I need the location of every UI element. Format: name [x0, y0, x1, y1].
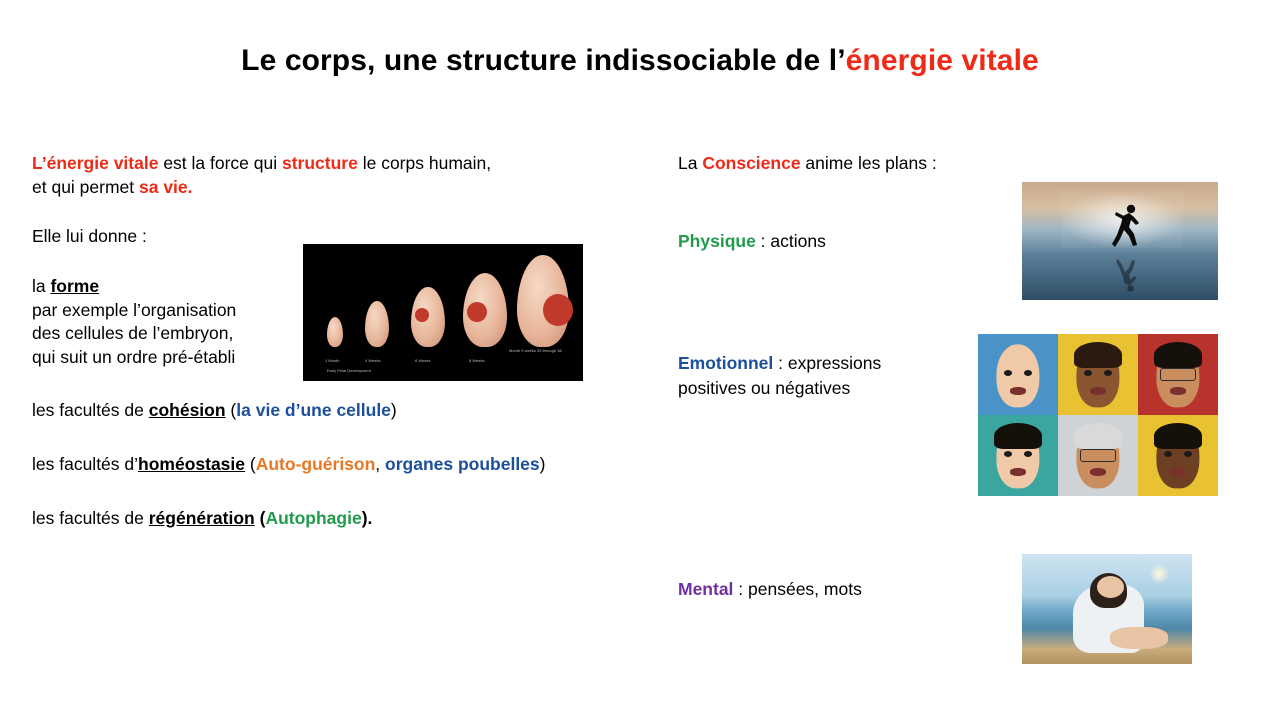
paragraph-organisation: par exemple l’organisation	[32, 299, 237, 320]
text-close-paren: )	[390, 400, 397, 421]
text-structure: structure	[282, 153, 358, 173]
text-emotionnel-desc-2: positives ou négatives	[678, 377, 851, 398]
text-energie-vitale: L’énergie vitale	[32, 153, 159, 173]
spacer	[32, 477, 632, 507]
title-prefix: Le corps, une structure indissociable de l’	[241, 44, 846, 77]
embryo-stage-1	[327, 317, 343, 347]
face-eye-right	[1104, 370, 1112, 376]
face-baby-surprised	[978, 334, 1058, 415]
text-est-la-force-qui: est la force qui	[158, 153, 282, 173]
face-man-shocked	[1138, 334, 1218, 415]
text-le-corps-humain: le corps humain,	[357, 153, 492, 173]
figure-head	[1097, 576, 1124, 598]
embryo-placenta-3	[543, 294, 573, 326]
face-hair	[1074, 342, 1122, 368]
sun-icon	[1150, 565, 1168, 583]
woman-by-lake-image	[1022, 554, 1192, 664]
paragraph-energie-vitale-1	[32, 152, 632, 176]
paragraph-ordre-preetabli: qui suit un ordre pré-établi	[32, 346, 236, 367]
paragraph-cohesion	[32, 399, 632, 423]
text-close-paren-2: )	[539, 454, 546, 474]
text-et-qui-permet: et qui permet	[32, 176, 139, 197]
text-comma: ,	[375, 454, 386, 474]
text-physique: Physique	[678, 230, 756, 251]
face-eye-right	[1184, 451, 1192, 457]
embryo-placenta-1	[415, 308, 429, 322]
glasses-icon	[1080, 449, 1115, 462]
text-la: La	[678, 153, 703, 173]
text-emotionnel: Emotionnel	[678, 352, 774, 373]
text-open-paren-2: (	[245, 454, 256, 474]
text-mental-desc: : pensées, mots	[733, 578, 862, 599]
face-girl-sad	[978, 415, 1058, 496]
paragraph-plan-physique	[678, 231, 826, 252]
paragraph-elle-lui-donne: Elle lui donne :	[32, 226, 147, 247]
expressive-faces-grid-image	[978, 334, 1218, 496]
text-open-paren: (	[225, 400, 237, 421]
text-auto-guerison: Auto-guérison	[255, 454, 376, 474]
text-autophagie: Autophagie	[265, 507, 362, 528]
paragraph-cellules-embryon: des cellules de l’embryon,	[32, 323, 234, 344]
spacer	[32, 423, 632, 453]
text-close-paren-3: ).	[361, 507, 373, 528]
embryo-label-stage2: 4 Weeks	[365, 358, 381, 363]
paragraph-homeostasie	[32, 453, 632, 477]
embryo-label-stage1: 1 Month	[325, 358, 340, 363]
text-organes-poubelles: organes poubelles	[385, 454, 540, 474]
embryo-label-stage4: 8 Weeks	[469, 358, 485, 363]
text-cohesion: cohésion	[148, 400, 226, 421]
text-regeneration: régénération	[148, 507, 255, 528]
face-hair	[1074, 423, 1122, 449]
text-homeostasie: homéostasie	[138, 454, 246, 474]
paragraph-conscience	[678, 152, 1018, 176]
paragraph-energie-vitale-2	[32, 176, 632, 200]
text-la-vie-dune-cellule: la vie d’une cellule	[236, 400, 391, 421]
text-facultes-de-2: les facultés de	[32, 507, 149, 528]
embryo-development-image	[303, 244, 583, 381]
text-physique-desc: : actions	[755, 230, 826, 251]
glasses-icon	[1160, 368, 1195, 381]
right-text-column	[678, 152, 1018, 176]
face-man-serious	[1138, 415, 1218, 496]
text-conscience: Conscience	[702, 153, 801, 173]
text-anime-les-plans: anime les plans :	[800, 153, 937, 173]
text-emotionnel-desc: : expressions	[773, 352, 882, 373]
face-hair	[1154, 423, 1202, 449]
page-title	[0, 44, 1280, 78]
title-accent: énergie vitale	[845, 44, 1039, 77]
embryo-caption-main: Month 9 weeks 33 through 36	[509, 348, 562, 353]
figure-legs	[1110, 627, 1168, 649]
spacer	[32, 199, 632, 225]
face-hair	[1154, 342, 1202, 368]
text-forme: forme	[50, 275, 100, 296]
runner-silhouette-icon	[1112, 203, 1146, 255]
running-silhouette-image	[1022, 182, 1218, 300]
embryo-label-stage3: 6 Weeks	[415, 358, 431, 363]
runner-reflection-icon	[1112, 253, 1146, 293]
text-facultes-d: les facultés d’	[32, 454, 139, 474]
paragraph-regeneration	[32, 507, 632, 531]
face-man-angry	[1058, 334, 1138, 415]
text-open-paren-3: (	[254, 507, 266, 528]
embryo-placenta-2	[467, 302, 487, 322]
text-la: la	[32, 275, 51, 296]
face-woman-smiling	[1058, 415, 1138, 496]
embryo-stage-2	[365, 301, 389, 347]
paragraph-plan-mental	[678, 579, 862, 600]
face-head	[996, 345, 1039, 408]
paragraph-plan-emotionnel	[678, 351, 881, 402]
text-mental: Mental	[678, 578, 734, 599]
text-facultes-de: les facultés de	[32, 400, 149, 421]
face-hair	[994, 423, 1042, 449]
embryo-caption-small: Early Fetal Development	[327, 368, 371, 373]
text-sa-vie: sa vie.	[139, 176, 193, 197]
face-eye-right	[1024, 451, 1032, 457]
face-eye-right	[1024, 370, 1032, 376]
